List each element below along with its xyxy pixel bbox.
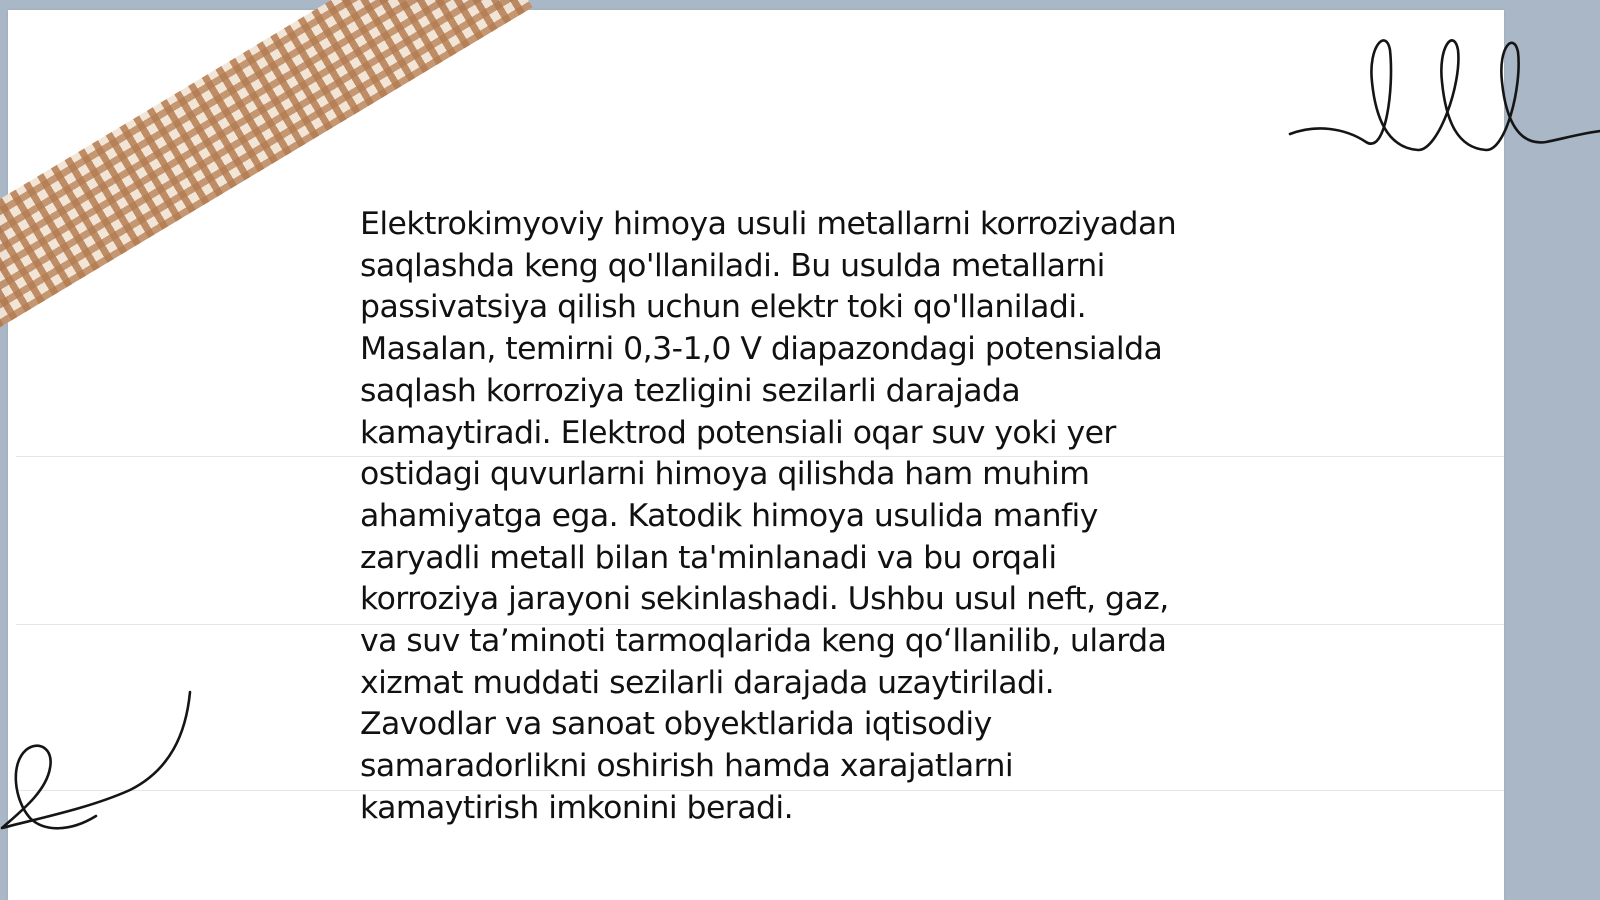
swoosh-scribble-icon	[0, 690, 200, 840]
loopy-scribble-icon	[1290, 30, 1600, 170]
body-paragraph: Elektrokimyoviy himoya usuli metallarni korroziyadan saqlashda keng qo'llaniladi. Bu usulda metallarni passivatsiya qilish uchun elektr toki qo'llaniladi. Masalan, temirni 0,3-1,0 V diapazondagi potensialda saqlash korroziya tezligini sezilarli darajada kamaytiradi. Elektrod potensiali oqar suv yoki yer ostidagi quvurlarni himoya qilishda ham muhim ahamiyatga ega. Katodik himoya usulida manfiy zaryadli metall bilan ta'minlanadi va bu orqali korroziya jarayoni sekinlashadi. Ushbu usul neft, gaz, va suv ta’minoti tarmoqlarida keng qo‘llanilib, ularda xizmat muddati sezilarli darajada uzaytiriladi. Zavodlar va sanoat obyektlarida iqtisodiy samaradorlikni oshirish hamda xarajatlarni kamaytirish imkonini beradi.	[360, 206, 1177, 826]
